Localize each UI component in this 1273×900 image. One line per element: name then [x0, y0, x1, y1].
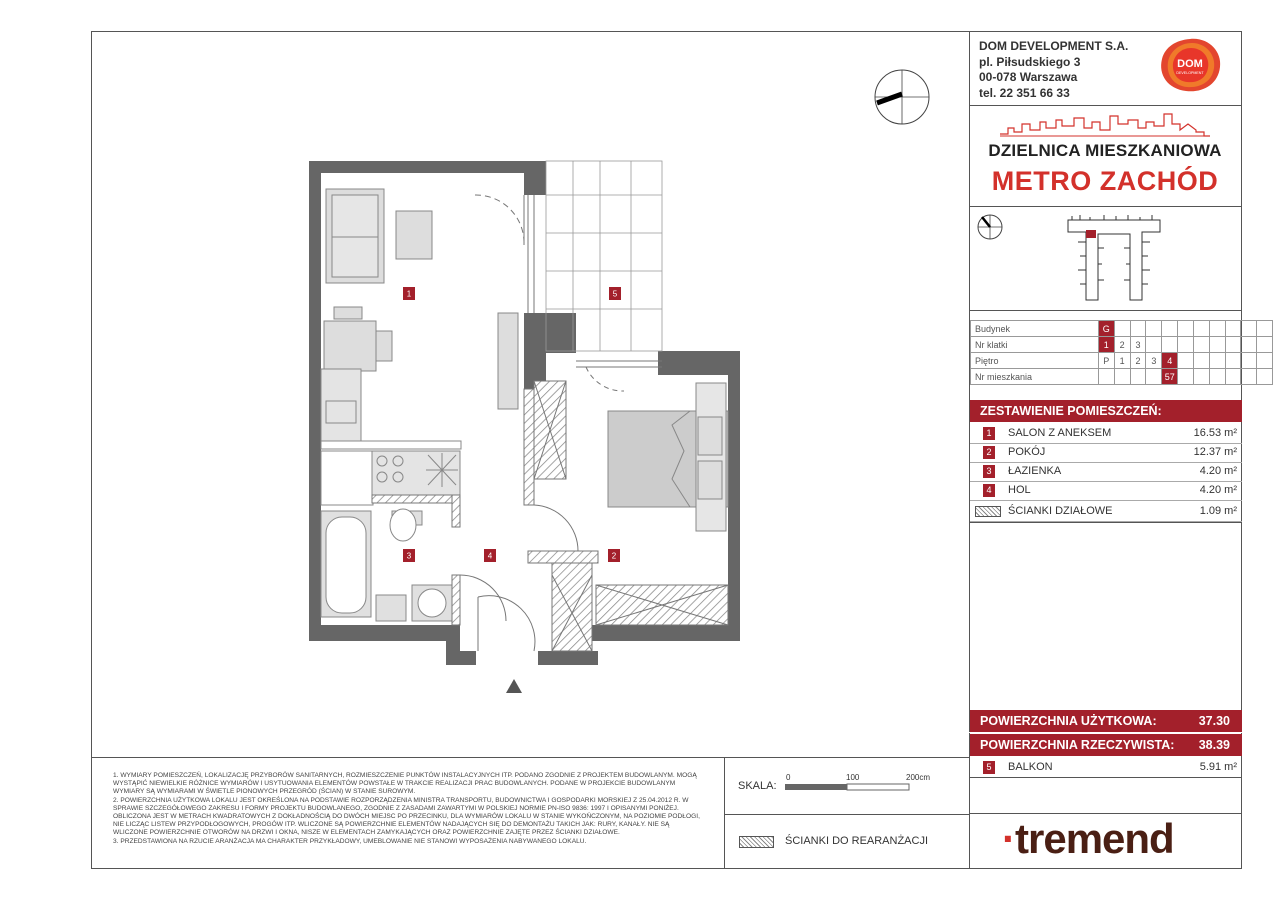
north-compass-icon	[870, 65, 934, 129]
location-cell	[1257, 321, 1273, 337]
location-cell	[1241, 369, 1257, 385]
company-info	[979, 39, 1128, 101]
location-cell: 4	[1162, 353, 1178, 369]
area-bar-gap	[969, 732, 1242, 733]
balcony-number: 5	[983, 761, 995, 774]
footnote-1: 1. WYMIARY POMIESZCZEŃ, LOKALIZACJĘ PRZYBORÓW SANITARNYCH, ROZMIESZCZENIE PUNKTÓW INSTALACYJNYCH ITP. PODANO ZGODNIE Z PROJEKTEM BUDOWLANYM. MOGĄ WYSTĄPIĆ NIEWIELKIE RÓŻNICE WYMIARÓW I USYTUOWANIA ELEMENTÓW POWSTAŁE W TRAKCIE REALIZACJI PRAC BUDOWLANYCH. PODANE W PROJEKCIE BUDOWLANYM WYMIARY SĄ WYMIARAMI W ŚWIETLE PIONOWYCH PRZEGRÓD (ŚCIAN) W STANIE SUROWYM.	[113, 772, 697, 796]
location-cell: 57	[1162, 369, 1178, 385]
location-cell	[1098, 369, 1114, 385]
rooms-bottom-divider	[969, 522, 1242, 523]
scale-bar	[785, 783, 910, 793]
location-label: Piętro	[971, 353, 1099, 369]
legend-hatch-icon	[739, 836, 774, 848]
location-cell	[1162, 321, 1178, 337]
location-cell	[1178, 337, 1194, 353]
dom-development-logo	[1158, 37, 1222, 93]
room-name: SALON Z ANEKSEM	[1008, 427, 1112, 439]
room-number: 3	[983, 465, 995, 478]
location-cell	[1241, 321, 1257, 337]
usable-area-bar	[970, 710, 1242, 732]
location-cell: 1	[1114, 353, 1130, 369]
skyline-graphic	[1000, 110, 1210, 138]
location-cell	[1114, 321, 1130, 337]
room-area: 4.20 m²	[1199, 484, 1237, 496]
room-area: 16.53 m²	[1193, 427, 1237, 439]
partitions-name: ŚCIANKI DZIAŁOWE	[1008, 505, 1113, 517]
location-cell	[1146, 369, 1162, 385]
plan-label-2: 2	[611, 551, 617, 561]
location-row	[971, 321, 1273, 337]
tremend-logo-text: tremend	[1015, 815, 1174, 862]
balcony-divider	[969, 777, 1242, 778]
real-area-bar	[970, 734, 1242, 756]
location-cell	[1257, 369, 1273, 385]
location-row	[971, 337, 1273, 353]
scale-label: SKALA:	[738, 780, 777, 792]
location-cell	[1178, 353, 1194, 369]
scale-tick-100: 100	[846, 773, 860, 782]
room-row	[970, 462, 1242, 482]
location-cell: 2	[1130, 353, 1146, 369]
location-table	[970, 320, 1273, 385]
plan-label-4: 4	[487, 551, 493, 561]
real-area-value: 38.39	[1198, 738, 1230, 752]
location-cell	[1257, 353, 1273, 369]
tremend-logo-mark: ·	[1002, 815, 1015, 862]
usable-area-value: 37.30	[1198, 714, 1230, 728]
location-cell	[1146, 337, 1162, 353]
company-divider	[969, 105, 1242, 106]
keyplan-divider	[969, 310, 1242, 311]
location-cell	[1225, 337, 1241, 353]
location-cell	[1209, 353, 1225, 369]
location-cell	[1178, 369, 1194, 385]
footnote-3: 3. PRZEDSTAWIONA NA RZUCIE ARANŻACJA MA CHARAKTER PRZYKŁADOWY, UMEBLOWANIE NIE STANOWI WYPOSAŻENIA NABYWANEGO LOKALU.	[113, 837, 587, 845]
balcony-name: BALKON	[1008, 761, 1053, 773]
company-address-1: pl. Piłsudskiego 3	[979, 54, 1081, 69]
footnote-2: 2. POWIERZCHNIA UŻYTKOWA LOKALU JEST OKREŚLONA NA PODSTAWIE ROZPORZĄDZENIA MINISTRA TRANSPORTU, BUDOWNICTWA I GOSPODARKI MORSKIEJ Z 25.04.2012 R. W SPRAWIE SZCZEGÓŁOWEGO ZAKRESU I FORMY PROJEKTU BUDOWLANEGO, ZGODNIE Z ZASADAMI ZAWARTYMI W POLSKIEJ NORMIE PN-ISO 9836: 1997 I OPISANYMI PONIŻEJ. OBLICZONA JEST W METRACH KWADRATOWYCH Z DOKŁADNOŚCIĄ DO DWÓCH MIEJSC PO PRZECINKU, DLA WYMIARÓW LOKALU W STANIE WYKOŃCZONYM, NA POZIOMIE PODŁOGI, NIE LICZĄC LISTEW PRZYPODŁOGOWYCH, PROGÓW ITP. WLICZONE SĄ POWIERZCHNIE ELEMENTÓW NADAJĄCYCH SIĘ DO DEMONTAŻU TAKICH JAK: RURY, KANAŁY. NIE SĄ WLICZONE POWIERZCHNIE OTWORÓW NA DRZWI I OKNA, NISZE W ELEMENTACH ZAMYKAJĄCYCH ORAZ POWIERZCHNIE ZAJĘTE PRZEZ ŚCIANKI DZIAŁOWE.	[113, 796, 700, 837]
location-cell: 3	[1130, 337, 1146, 353]
partitions-hatch-icon	[975, 506, 1001, 517]
room-number: 2	[983, 446, 995, 459]
location-cell: G	[1098, 321, 1114, 337]
floor-plan	[300, 155, 760, 700]
location-cell	[1209, 369, 1225, 385]
footer-divider	[91, 757, 970, 758]
plan-label-3: 3	[406, 551, 412, 561]
location-cell	[1193, 353, 1209, 369]
scale-tick-200: 200cm	[906, 773, 931, 782]
brand-divider	[969, 206, 1242, 207]
real-area-label: POWIERZCHNIA RZECZYWISTA:	[980, 738, 1175, 752]
scale-legend-divider	[724, 814, 970, 815]
location-cell	[1257, 337, 1273, 353]
scale-tick-0: 0	[786, 773, 791, 782]
building-keyplan	[1060, 212, 1170, 304]
location-cell: P	[1098, 353, 1114, 369]
location-cell	[1193, 321, 1209, 337]
room-row	[970, 443, 1242, 463]
company-address-2: 00-078 Warszawa	[979, 70, 1078, 84]
location-label: Nr mieszkania	[971, 369, 1099, 385]
location-label: Nr klatki	[971, 337, 1099, 353]
logo-divider	[969, 813, 1242, 814]
room-area: 4.20 m²	[1199, 465, 1237, 477]
location-cell	[1209, 337, 1225, 353]
location-cell: 1	[1098, 337, 1114, 353]
location-cell	[1193, 369, 1209, 385]
location-cell	[1146, 321, 1162, 337]
location-cell	[1209, 321, 1225, 337]
location-cell: 3	[1146, 353, 1162, 369]
company-name: DOM DEVELOPMENT S.A.	[979, 39, 1129, 53]
plan-label-5: 5	[612, 289, 618, 299]
logo-text-1: DOM	[1177, 58, 1203, 70]
location-cell	[1225, 369, 1241, 385]
location-cell	[1162, 337, 1178, 353]
partitions-area: 1.09 m²	[1199, 505, 1237, 517]
room-number: 4	[983, 484, 995, 497]
footer-split	[724, 757, 725, 869]
legend-label: ŚCIANKI DO REARANŻACJI	[785, 835, 929, 847]
tremend-logo	[1002, 815, 1174, 863]
location-row	[971, 369, 1273, 385]
usable-area-label: POWIERZCHNIA UŻYTKOWA:	[980, 714, 1157, 728]
location-cell	[1225, 353, 1241, 369]
brand-subtitle: METRO ZACHÓD	[991, 166, 1219, 196]
room-name: POKÓJ	[1008, 446, 1046, 458]
location-cell	[1130, 369, 1146, 385]
logo-text-2: DEVELOPMENT	[1176, 71, 1204, 75]
keyplan-compass-icon	[975, 212, 1005, 242]
location-cell	[1241, 353, 1257, 369]
balcony-row	[970, 758, 1242, 777]
room-area: 12.37 m²	[1193, 446, 1237, 458]
location-row	[971, 353, 1273, 369]
partitions-row	[970, 502, 1242, 522]
footnotes	[113, 772, 703, 846]
room-row	[970, 481, 1242, 501]
room-row	[970, 424, 1242, 444]
location-cell	[1241, 337, 1257, 353]
company-phone: tel. 22 351 66 33	[979, 85, 1070, 100]
room-name: ŁAZIENKA	[1008, 465, 1062, 477]
location-cell	[1225, 321, 1241, 337]
location-cell	[1193, 337, 1209, 353]
location-cell: 2	[1114, 337, 1130, 353]
location-cell	[1114, 369, 1130, 385]
balcony-area: 5.91 m²	[1199, 761, 1237, 773]
location-cell	[1178, 321, 1194, 337]
location-label: Budynek	[971, 321, 1099, 337]
plan-label-1: 1	[406, 289, 412, 299]
location-cell	[1130, 321, 1146, 337]
room-number: 1	[983, 427, 995, 440]
room-name: HOL	[1008, 484, 1031, 496]
brand-title: DZIELNICA MIESZKANIOWA	[988, 141, 1222, 160]
rooms-header: ZESTAWIENIE POMIESZCZEŃ:	[970, 400, 1242, 422]
